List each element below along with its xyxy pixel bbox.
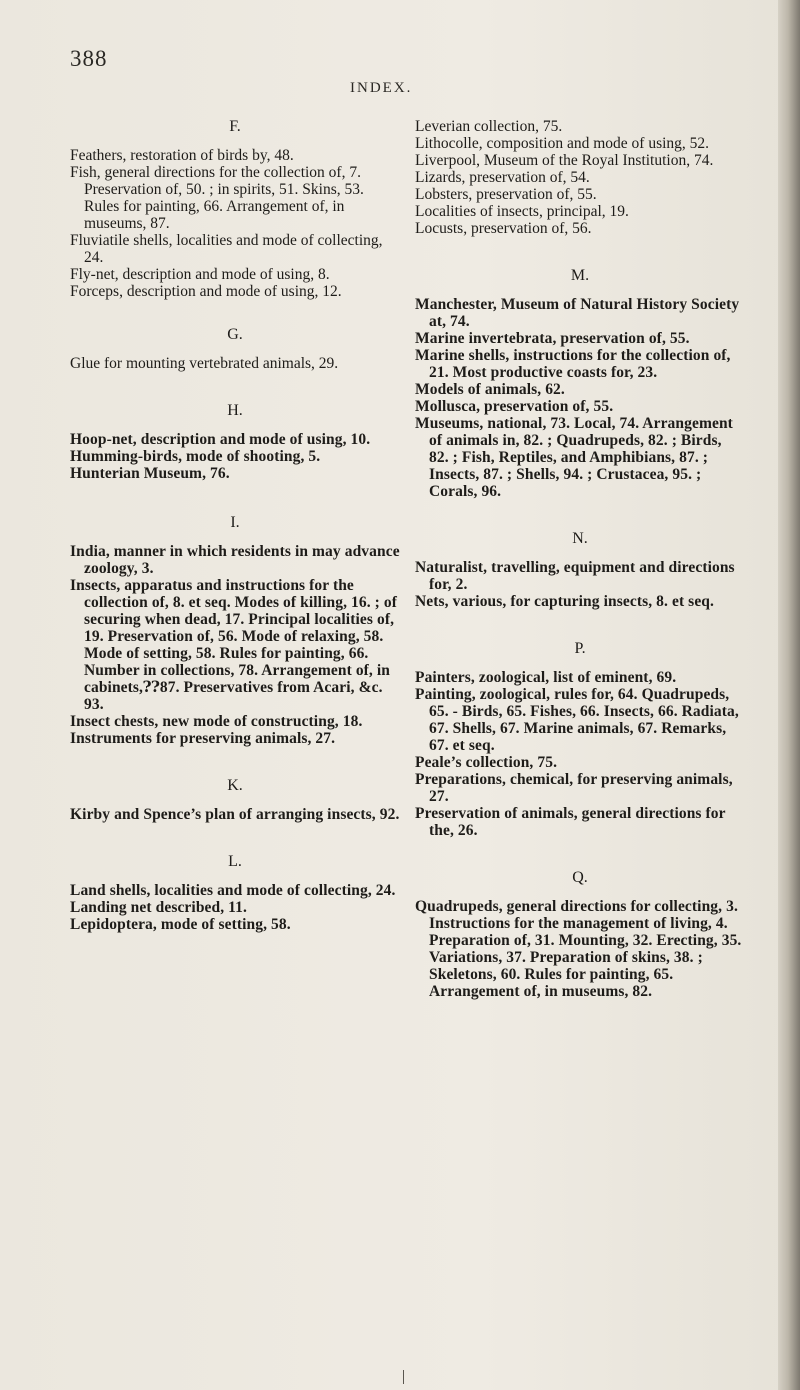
index-entry: Lobsters, preservation of, 55. [415, 186, 597, 203]
column-rule [403, 1370, 404, 1384]
index-entry: Painters, zoological, list of eminent, 69. [415, 669, 677, 686]
index-entry: Humming-birds, mode of shooting, 5. [70, 448, 321, 465]
index-section-q [415, 869, 745, 1000]
index-entry: Manchester, Museum of Natural History Society at, 74. [415, 296, 740, 330]
index-entry: India, manner in which residents in may advance zoology, 3. [70, 543, 400, 577]
index-entry: Leverian collection, 75. [415, 118, 563, 135]
index-entry: Preservation of animals, general directions for the, 26. [415, 805, 726, 839]
section-letter: M. [570, 267, 590, 284]
index-entry: Marine invertebrata, preservation of, 55. [415, 330, 690, 347]
index-entry: Hoop-net, description and mode of using, 10. [70, 431, 371, 448]
section-letter: I. [230, 514, 240, 531]
index-section-h [70, 402, 400, 482]
index-section-l-continued [415, 118, 745, 237]
section-letter: Q. [572, 869, 588, 886]
index-section-l [70, 853, 400, 933]
page-number: 388 [70, 46, 108, 71]
index-entry: Lepidoptera, mode of setting, 58. [70, 916, 291, 933]
index-entry: Naturalist, travelling, equipment and directions for, 2. [415, 559, 735, 593]
index-section-k [70, 777, 400, 823]
page-edge [778, 0, 800, 1390]
index-entry: Preparations, chemical, for preserving animals, 27. [415, 771, 733, 805]
index-entry: Localities of insects, principal, 19. [415, 203, 629, 220]
index-entry: Museums, national, 73. Local, 74. Arrangement of animals in, 82. ; Quadrupeds, 82. ; Birds, 82. ; Fish, Reptiles, and Amphibians, 87. ; Insects, 87. ; Shells, 94. ; Crustacea, 95. ; Corals, 96. [415, 415, 733, 500]
section-letter: N. [572, 530, 588, 547]
index-entry: Landing net described, 11. [70, 899, 248, 916]
index-entry: Marine shells, instructions for the collection of, 21. Most productive coasts for, 23. [415, 347, 731, 381]
index-entry: Lizards, preservation of, 54. [415, 169, 590, 186]
index-entry: Insects, apparatus and instructions for the collection of, 8. et seq. Modes of killing, 16. ; of securing when dead, 17. Principal localities of, 19. Preservation of, 56. Mode of relaxing, 58. Mode of setting, 58. Rules for painting, 66. Number in collections, 78. Arrangement of, in cabinets,⁇87. Preservatives from Acari, &c. 93. [70, 577, 398, 713]
index-entry: Hunterian Museum, 76. [70, 465, 230, 482]
index-section-g [70, 326, 400, 372]
index-section-i [70, 514, 400, 747]
section-letter: G. [227, 326, 243, 343]
section-letter: K. [227, 777, 243, 794]
index-entry: Liverpool, Museum of the Royal Institution, 74. [415, 152, 714, 169]
index-section-p [415, 640, 745, 839]
index-entry: Fluviatile shells, localities and mode of collecting, 24. [70, 232, 383, 266]
index-entry: Fish, general directions for the collection of, 7. Preservation of, 50. ; in spirits, 51. Skins, 53. Rules for painting, 66. Arrangement of, in museums, 87. [70, 164, 364, 232]
index-column-right [415, 118, 745, 1029]
index-entry: Nets, various, for capturing insects, 8. et seq. [415, 593, 714, 610]
index-entry: Mollusca, preservation of, 55. [415, 398, 614, 415]
index-column-left [70, 118, 400, 962]
index-entry: Land shells, localities and mode of collecting, 24. [70, 882, 396, 899]
index-entry: Quadrupeds, general directions for collecting, 3. Instructions for the management of living, 4. Preparation of, 31. Mounting, 32. Erecting, 35. Variations, 37. Preparation of skins, 38. ; Skeletons, 60. Rules for painting, 65. Arrangement of, in museums, 82. [415, 898, 742, 1000]
index-entry: Models of animals, 62. [415, 381, 565, 398]
index-entry: Instruments for preserving animals, 27. [70, 730, 336, 747]
index-entry: Insect chests, new mode of constructing, 18. [70, 713, 363, 730]
index-entry: Locusts, preservation of, 56. [415, 220, 592, 237]
index-entry: Painting, zoological, rules for, 64. Quadrupeds, 65. - Birds, 65. Fishes, 66. Insects, 66. Radiata, 67. Shells, 67. Marine animals, 67. Remarks, 67. et seq. [415, 686, 739, 754]
running-head: INDEX. [350, 80, 413, 96]
index-section-f [70, 118, 400, 300]
index-section-m [415, 267, 745, 500]
index-section-n [415, 530, 745, 610]
index-entry: Feathers, restoration of birds by, 48. [70, 147, 294, 164]
index-entry: Glue for mounting vertebrated animals, 29. [70, 355, 339, 372]
index-entry: Peale’s collection, 75. [415, 754, 558, 771]
section-letter: H. [227, 402, 243, 419]
section-letter: F. [229, 118, 241, 135]
section-letter: P. [574, 640, 586, 657]
index-entry: Forceps, description and mode of using, 12. [70, 283, 342, 300]
index-entry: Lithocolle, composition and mode of using, 52. [415, 135, 710, 152]
index-entry: Kirby and Spence’s plan of arranging insects, 92. [70, 806, 400, 823]
index-entry: Fly-net, description and mode of using, 8. [70, 266, 330, 283]
section-letter: L. [228, 853, 242, 870]
